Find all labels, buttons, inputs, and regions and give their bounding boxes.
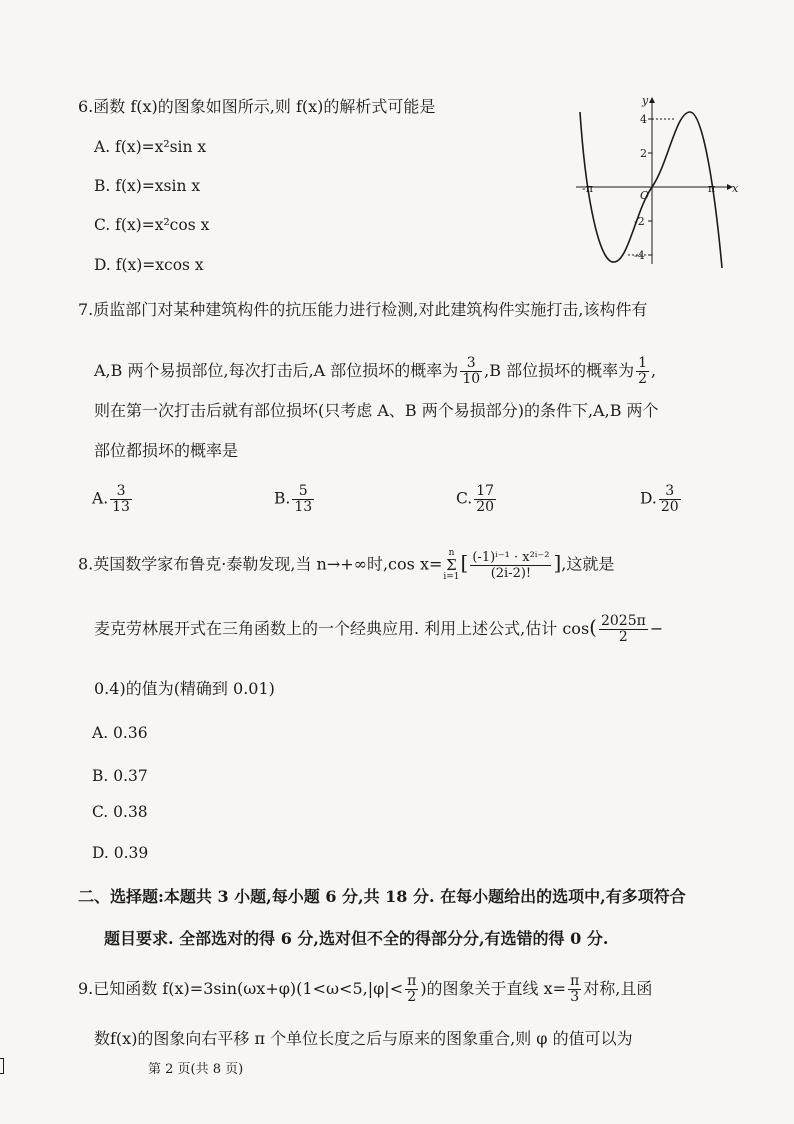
q8-line3: 0.4)的值为(精确到 0.01) (94, 679, 275, 698)
q7-option-d: D. $\frac{3}{20}$ (640, 483, 679, 515)
q9-line2: 数f(x)的图象向右平移 π 个单位长度之后与原来的图象重合,则 φ 的值可以为 (94, 1029, 633, 1048)
q7-option-b: B. $\frac{5}{13}$ (274, 483, 313, 515)
left-edge-mark (0, 1058, 4, 1074)
graph-y-label: y (642, 94, 649, 107)
graph-x-label: x (732, 182, 739, 195)
q7-line3: 则在第一次打击后就有部位损坏(只考虑 A、B 两个易损部分)的条件下,A,B 两个 (94, 401, 659, 420)
function-graph (572, 92, 744, 268)
q6-option-c: C. f(x)=x²cos x (94, 216, 210, 234)
q6-option-b: B. f(x)=xsin x (94, 177, 201, 195)
section2-line1: 二、选择题:本题共 3 小题,每小题 6 分,共 18 分. 在每小题给出的选项中,有多项符合 (78, 887, 686, 906)
q8-option-b: B. 0.37 (92, 767, 148, 785)
graph-y4: 4 (640, 113, 647, 126)
q7-option-a: A. $\frac{3}{13}$ (92, 483, 130, 515)
graph-yn4: -4 (634, 249, 645, 262)
q8-line1: 8.英国数学家布鲁克·泰勒发现,当 n→+∞时,cos x= n Σ i=1 [ $\frac{\text{(-1)ⁱ⁻¹ · x²ⁱ⁻²}}{(2i-2)!}$ ],这就是 (78, 548, 615, 582)
q8-option-d: D. 0.39 (92, 844, 149, 862)
page-footer: 第 2 页(共 8 页) (148, 1062, 244, 1077)
graph-pi: π (708, 182, 716, 195)
q8-option-a: A. 0.36 (92, 724, 148, 742)
section2-line2: 题目要求. 全部选对的得 6 分,选对但不全的得部分分,有选错的得 0 分. (104, 929, 609, 948)
q7-line2: A,B 两个易损部位,每次打击后,A 部位损坏的概率为 $\frac{3}{10}$ ,B 部位损坏的概率为 $\frac{1}{2}$ , (94, 355, 657, 387)
q8-line2: 麦克劳林展开式在三角函数上的一个经典应用. 利用上述公式,估计 cos( $\frac{2025\pi}{2}$ − (94, 613, 664, 645)
graph-yn2: -2 (634, 215, 645, 228)
q7-line4: 部位都损坏的概率是 (94, 441, 239, 460)
q6-stem: 6.函数 f(x)的图象如图所示,则 f(x)的解析式可能是 (78, 97, 436, 116)
q6-option-d: D. f(x)=xcos x (94, 256, 204, 274)
q7-option-c: C. $\frac{17}{20}$ (456, 483, 495, 515)
graph-neg-pi: -π (582, 182, 593, 195)
q8-option-c: C. 0.38 (92, 803, 148, 821)
function-curve (580, 112, 722, 268)
q6-option-a: A. f(x)=x²sin x (94, 138, 207, 156)
q7-line1: 7.质监部门对某种建筑构件的抗压能力进行检测,对此建筑构件实施打击,该构件有 (78, 300, 648, 319)
q9-line1: 9.已知函数 f(x)=3sin(ωx+φ)(1<ω<5,|φ|< $\frac{\pi}{2}$ )的图象关于直线 x= $\frac{\pi}{3}$ 对称,且函 (78, 973, 653, 1005)
graph-y2: 2 (640, 147, 647, 160)
graph-origin: O (640, 189, 650, 202)
